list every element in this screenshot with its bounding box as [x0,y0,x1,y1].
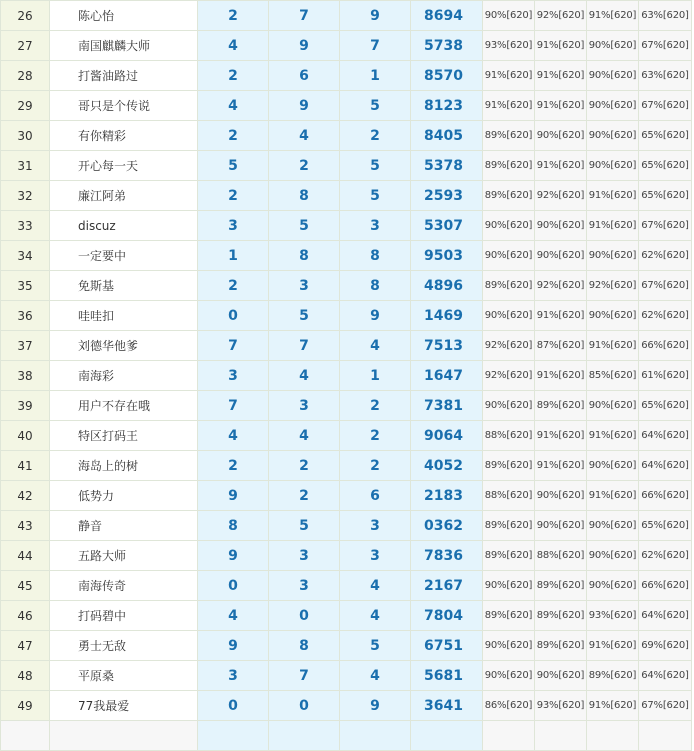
username-cell: 南海彩 [50,361,198,391]
digit-1-cell: 2 [198,1,269,31]
rate-2-cell: 92%[620] [535,271,587,301]
rate-1-cell: 90%[620] [483,241,535,271]
rate-3-cell: 90%[620] [587,241,639,271]
table-row [1,661,692,691]
rate-3-cell: 89%[620] [587,661,639,691]
username-cell: 打码碧中 [50,601,198,631]
digit-2-cell: 4 [269,361,340,391]
rate-2-cell: 90%[620] [535,241,587,271]
rate-3-cell: 90%[620] [587,451,639,481]
digit-2-cell: 3 [269,541,340,571]
rate-4-cell: 62%[620] [639,541,692,571]
empty-cell [535,721,587,751]
number-cell: 6751 [411,631,483,661]
digit-2-cell: 5 [269,301,340,331]
username-cell: 特区打码王 [50,421,198,451]
rate-2-cell: 91%[620] [535,151,587,181]
table-row [1,151,692,181]
rate-3-cell: 93%[620] [587,601,639,631]
number-cell: 4052 [411,451,483,481]
rate-3-cell: 90%[620] [587,31,639,61]
rate-1-cell: 89%[620] [483,151,535,181]
digit-3-cell: 9 [340,691,411,721]
rate-4-cell: 66%[620] [639,331,692,361]
table-row [1,451,692,481]
digit-3-cell: 4 [340,661,411,691]
digit-3-cell: 4 [340,571,411,601]
table-row [1,271,692,301]
table-row [1,421,692,451]
rate-4-cell: 67%[620] [639,31,692,61]
rate-2-cell: 89%[620] [535,391,587,421]
digit-3-cell: 8 [340,271,411,301]
rate-1-cell: 89%[620] [483,181,535,211]
username-cell: 用户不存在哦 [50,391,198,421]
number-cell: 2167 [411,571,483,601]
digit-2-cell: 0 [269,601,340,631]
rate-2-cell: 89%[620] [535,631,587,661]
digit-1-cell: 4 [198,421,269,451]
digit-1-cell: 8 [198,511,269,541]
digit-3-cell: 6 [340,481,411,511]
table-row [1,601,692,631]
username-cell: 有你精彩 [50,121,198,151]
digit-2-cell: 5 [269,511,340,541]
rate-1-cell: 93%[620] [483,31,535,61]
digit-3-cell: 5 [340,181,411,211]
digit-2-cell: 3 [269,571,340,601]
rate-2-cell: 91%[620] [535,301,587,331]
table-row [1,361,692,391]
username-cell: 平原桑 [50,661,198,691]
table-row [1,301,692,331]
rank-cell: 44 [1,541,50,571]
digit-3-cell: 5 [340,91,411,121]
rate-1-cell: 91%[620] [483,91,535,121]
empty-cell [269,721,340,751]
table-row [1,571,692,601]
empty-cell [50,721,198,751]
rate-4-cell: 67%[620] [639,271,692,301]
rate-2-cell: 90%[620] [535,211,587,241]
rank-cell: 41 [1,451,50,481]
rate-1-cell: 89%[620] [483,121,535,151]
number-cell: 9503 [411,241,483,271]
digit-2-cell: 2 [269,481,340,511]
digit-2-cell: 7 [269,661,340,691]
rate-4-cell: 65%[620] [639,121,692,151]
rate-4-cell: 63%[620] [639,61,692,91]
rate-4-cell: 69%[620] [639,631,692,661]
rate-2-cell: 91%[620] [535,451,587,481]
rate-4-cell: 65%[620] [639,181,692,211]
table-row-partial [1,721,692,751]
digit-2-cell: 5 [269,211,340,241]
table-row [1,211,692,241]
rate-4-cell: 64%[620] [639,601,692,631]
rate-4-cell: 62%[620] [639,241,692,271]
rank-cell: 45 [1,571,50,601]
rate-3-cell: 91%[620] [587,181,639,211]
number-cell: 8694 [411,1,483,31]
number-cell: 5378 [411,151,483,181]
digit-1-cell: 4 [198,31,269,61]
rate-2-cell: 88%[620] [535,541,587,571]
empty-cell [483,721,535,751]
rate-1-cell: 88%[620] [483,421,535,451]
username-cell: 勇士无敌 [50,631,198,661]
digit-1-cell: 5 [198,151,269,181]
digit-2-cell: 6 [269,61,340,91]
digit-1-cell: 7 [198,391,269,421]
rate-2-cell: 90%[620] [535,481,587,511]
rank-cell: 39 [1,391,50,421]
digit-3-cell: 5 [340,631,411,661]
digit-3-cell: 1 [340,61,411,91]
rank-cell: 47 [1,631,50,661]
rate-2-cell: 92%[620] [535,1,587,31]
rank-cell: 28 [1,61,50,91]
digit-1-cell: 9 [198,481,269,511]
rate-4-cell: 63%[620] [639,1,692,31]
number-cell: 8405 [411,121,483,151]
rank-cell: 34 [1,241,50,271]
number-cell: 4896 [411,271,483,301]
digit-1-cell: 3 [198,661,269,691]
digit-2-cell: 9 [269,91,340,121]
digit-3-cell: 7 [340,31,411,61]
digit-3-cell: 2 [340,451,411,481]
rate-3-cell: 91%[620] [587,631,639,661]
username-cell: discuz [50,211,198,241]
table-row [1,61,692,91]
rate-2-cell: 93%[620] [535,691,587,721]
rate-3-cell: 90%[620] [587,61,639,91]
rank-cell: 42 [1,481,50,511]
rate-4-cell: 65%[620] [639,511,692,541]
rate-3-cell: 90%[620] [587,151,639,181]
rank-cell: 36 [1,301,50,331]
digit-1-cell: 2 [198,61,269,91]
rate-2-cell: 91%[620] [535,91,587,121]
username-cell: 海岛上的树 [50,451,198,481]
digit-1-cell: 2 [198,451,269,481]
number-cell: 9064 [411,421,483,451]
digit-2-cell: 0 [269,691,340,721]
digit-2-cell: 3 [269,391,340,421]
rank-cell: 48 [1,661,50,691]
table-row [1,241,692,271]
rate-4-cell: 67%[620] [639,91,692,121]
digit-3-cell: 5 [340,151,411,181]
username-cell: 开心每一天 [50,151,198,181]
rate-3-cell: 91%[620] [587,481,639,511]
number-cell: 7804 [411,601,483,631]
number-cell: 5738 [411,31,483,61]
username-cell: 廉江阿弟 [50,181,198,211]
username-cell: 哥只是个传说 [50,91,198,121]
rate-1-cell: 90%[620] [483,391,535,421]
rate-4-cell: 64%[620] [639,451,692,481]
rate-1-cell: 89%[620] [483,541,535,571]
digit-3-cell: 1 [340,361,411,391]
rank-cell: 35 [1,271,50,301]
rank-cell: 27 [1,31,50,61]
rate-2-cell: 91%[620] [535,31,587,61]
number-cell: 5307 [411,211,483,241]
rate-1-cell: 90%[620] [483,631,535,661]
digit-2-cell: 8 [269,631,340,661]
rank-cell: 33 [1,211,50,241]
rank-cell: 31 [1,151,50,181]
digit-1-cell: 0 [198,301,269,331]
username-cell: 南国麒麟大师 [50,31,198,61]
username-cell: 打酱油路过 [50,61,198,91]
digit-2-cell: 4 [269,421,340,451]
digit-1-cell: 7 [198,331,269,361]
number-cell: 7513 [411,331,483,361]
rate-1-cell: 92%[620] [483,361,535,391]
rate-3-cell: 91%[620] [587,331,639,361]
digit-3-cell: 8 [340,241,411,271]
rate-2-cell: 92%[620] [535,181,587,211]
username-cell: 五路大师 [50,541,198,571]
rate-4-cell: 65%[620] [639,151,692,181]
digit-3-cell: 3 [340,511,411,541]
digit-1-cell: 2 [198,271,269,301]
rate-2-cell: 89%[620] [535,601,587,631]
table-body [1,1,692,751]
digit-1-cell: 4 [198,91,269,121]
rate-4-cell: 62%[620] [639,301,692,331]
rate-4-cell: 66%[620] [639,481,692,511]
digit-2-cell: 8 [269,181,340,211]
digit-3-cell: 9 [340,1,411,31]
rank-cell: 49 [1,691,50,721]
empty-cell [411,721,483,751]
digit-1-cell: 9 [198,541,269,571]
digit-2-cell: 8 [269,241,340,271]
rate-2-cell: 91%[620] [535,361,587,391]
rate-1-cell: 90%[620] [483,661,535,691]
table-row [1,1,692,31]
rate-1-cell: 89%[620] [483,271,535,301]
rank-cell: 46 [1,601,50,631]
digit-3-cell: 4 [340,331,411,361]
digit-1-cell: 2 [198,181,269,211]
rank-cell: 32 [1,181,50,211]
username-cell: 一定要中 [50,241,198,271]
rate-2-cell: 91%[620] [535,421,587,451]
digit-1-cell: 3 [198,361,269,391]
rank-cell: 38 [1,361,50,391]
rate-3-cell: 90%[620] [587,541,639,571]
username-cell: 南海传奇 [50,571,198,601]
rate-4-cell: 66%[620] [639,571,692,601]
empty-cell [340,721,411,751]
rank-cell: 30 [1,121,50,151]
rate-1-cell: 89%[620] [483,451,535,481]
number-cell: 1647 [411,361,483,391]
rate-3-cell: 91%[620] [587,211,639,241]
rank-cell: 29 [1,91,50,121]
rate-2-cell: 90%[620] [535,661,587,691]
rate-3-cell: 90%[620] [587,571,639,601]
digit-2-cell: 7 [269,331,340,361]
rate-3-cell: 90%[620] [587,91,639,121]
rate-3-cell: 90%[620] [587,301,639,331]
digit-1-cell: 3 [198,211,269,241]
table-row [1,91,692,121]
rate-2-cell: 91%[620] [535,61,587,91]
table-row [1,481,692,511]
digit-2-cell: 7 [269,1,340,31]
digit-3-cell: 3 [340,541,411,571]
rate-4-cell: 67%[620] [639,211,692,241]
digit-2-cell: 3 [269,271,340,301]
rate-2-cell: 89%[620] [535,571,587,601]
username-cell: 免斯基 [50,271,198,301]
digit-1-cell: 0 [198,691,269,721]
rate-3-cell: 90%[620] [587,511,639,541]
digit-1-cell: 2 [198,121,269,151]
digit-2-cell: 2 [269,151,340,181]
rate-3-cell: 90%[620] [587,391,639,421]
username-cell: 低势力 [50,481,198,511]
username-cell: 静音 [50,511,198,541]
rate-1-cell: 86%[620] [483,691,535,721]
number-cell: 2593 [411,181,483,211]
rate-1-cell: 91%[620] [483,61,535,91]
number-cell: 2183 [411,481,483,511]
rate-3-cell: 91%[620] [587,1,639,31]
rate-3-cell: 91%[620] [587,691,639,721]
username-cell: 刘德华他爹 [50,331,198,361]
rate-3-cell: 85%[620] [587,361,639,391]
table-row [1,391,692,421]
rate-1-cell: 92%[620] [483,331,535,361]
empty-cell [639,721,692,751]
digit-3-cell: 2 [340,121,411,151]
table-row [1,331,692,361]
digit-3-cell: 2 [340,421,411,451]
rate-3-cell: 90%[620] [587,121,639,151]
digit-2-cell: 4 [269,121,340,151]
rate-2-cell: 87%[620] [535,331,587,361]
number-cell: 1469 [411,301,483,331]
rate-3-cell: 91%[620] [587,421,639,451]
digit-3-cell: 4 [340,601,411,631]
rate-1-cell: 89%[620] [483,601,535,631]
rate-4-cell: 67%[620] [639,691,692,721]
table-row [1,181,692,211]
rank-cell: 26 [1,1,50,31]
username-cell: 陈心怡 [50,1,198,31]
rate-2-cell: 90%[620] [535,511,587,541]
table-row [1,631,692,661]
username-cell: 哇哇扣 [50,301,198,331]
table-row [1,121,692,151]
table-row [1,511,692,541]
number-cell: 0362 [411,511,483,541]
rate-4-cell: 64%[620] [639,661,692,691]
rate-3-cell: 92%[620] [587,271,639,301]
digit-1-cell: 1 [198,241,269,271]
digit-3-cell: 2 [340,391,411,421]
digit-3-cell: 9 [340,301,411,331]
empty-cell [587,721,639,751]
table-row [1,31,692,61]
rate-4-cell: 61%[620] [639,361,692,391]
digit-1-cell: 9 [198,631,269,661]
username-cell: 77我最爱 [50,691,198,721]
rate-1-cell: 90%[620] [483,211,535,241]
number-cell: 8570 [411,61,483,91]
rate-1-cell: 90%[620] [483,301,535,331]
rate-1-cell: 90%[620] [483,571,535,601]
table-row [1,691,692,721]
number-cell: 8123 [411,91,483,121]
empty-cell [1,721,50,751]
number-cell: 3641 [411,691,483,721]
digit-2-cell: 2 [269,451,340,481]
digit-1-cell: 0 [198,571,269,601]
rate-1-cell: 90%[620] [483,1,535,31]
rank-cell: 40 [1,421,50,451]
number-cell: 5681 [411,661,483,691]
number-cell: 7381 [411,391,483,421]
digit-1-cell: 4 [198,601,269,631]
empty-cell [198,721,269,751]
table-row [1,541,692,571]
rate-4-cell: 64%[620] [639,421,692,451]
digit-3-cell: 3 [340,211,411,241]
rate-1-cell: 88%[620] [483,481,535,511]
rate-4-cell: 65%[620] [639,391,692,421]
rank-cell: 37 [1,331,50,361]
number-cell: 7836 [411,541,483,571]
digit-2-cell: 9 [269,31,340,61]
rank-cell: 43 [1,511,50,541]
rate-1-cell: 89%[620] [483,511,535,541]
rate-2-cell: 90%[620] [535,121,587,151]
